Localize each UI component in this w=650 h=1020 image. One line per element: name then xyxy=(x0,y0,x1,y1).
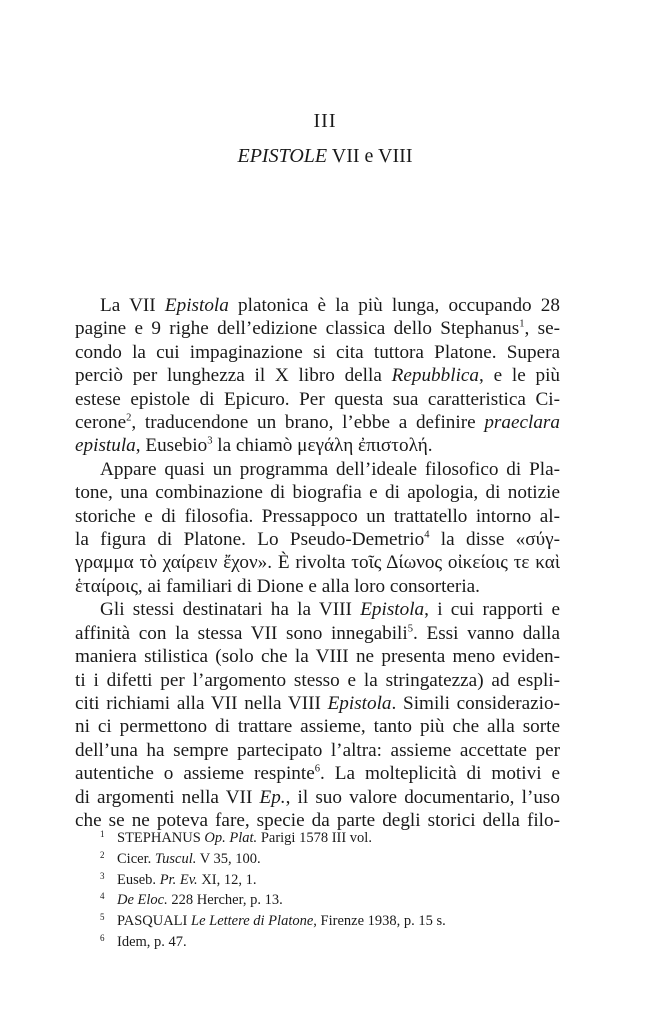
italic-text: Epistola xyxy=(164,295,229,316)
italic-text: Epistola xyxy=(327,692,392,714)
italic-text: Le Lettere di Platone xyxy=(191,913,314,930)
footnotes xyxy=(100,826,570,951)
text-run: che se ne poteva fare, specie da parte degli storici della filo- xyxy=(75,809,560,831)
italic-text: praeclara xyxy=(484,412,560,434)
footnote-ref[interactable]: 3 xyxy=(207,436,213,448)
footnote-number: 3 xyxy=(100,870,105,881)
italic-text: Repubblica xyxy=(391,365,480,387)
text-line xyxy=(75,481,560,504)
text-line xyxy=(75,434,560,457)
text-run: Appare quasi un programma dell’ideale filosofico di Pla- xyxy=(100,458,560,480)
text-run: Euseb. xyxy=(117,871,160,888)
footnote-ref[interactable]: 1 xyxy=(519,319,525,331)
text-run: . Essi vanno dalla xyxy=(413,622,560,644)
text-run: dell’una ha sempre partecipato l’altra: assieme accettate per xyxy=(75,739,560,761)
text-run: Parigi 1578 III vol. xyxy=(257,830,372,846)
text-line xyxy=(75,364,560,387)
body-text xyxy=(75,294,560,832)
text-run: , Firenze 1938, p. 15 s. xyxy=(313,913,446,930)
text-run: di argomenti nella VII xyxy=(75,786,260,808)
text-run: Cicer. xyxy=(117,850,155,867)
text-run: XI, 12, 1. xyxy=(197,871,257,888)
italic-text: epistula xyxy=(75,435,136,457)
text-run: ἑταίροις, ai familiari di Dione e alla loro consorteria. xyxy=(75,575,480,597)
text-run: estese epistole di Epicuro. Per questa sua caratteristica Ci- xyxy=(75,388,560,410)
text-line xyxy=(75,622,560,645)
text-line xyxy=(75,294,560,317)
text-run: ti i difetti per l’argomento stesso e la stringatezza) ad espli- xyxy=(75,669,560,691)
text-run: maniera stilistica (solo che la VIII ne presenta meno eviden- xyxy=(75,646,560,668)
chapter-number: III xyxy=(313,110,337,132)
text-line xyxy=(75,786,560,809)
footnote-number: 2 xyxy=(100,849,105,860)
text-run: cerone xyxy=(75,412,127,434)
footnote xyxy=(100,826,570,847)
italic-text: Epistola xyxy=(360,599,425,621)
text-run: storiche e di filosofia. Pressappoco un trattatello intorno al- xyxy=(75,505,560,527)
text-run: , il suo valore documentario, l’uso xyxy=(285,786,560,808)
text-line xyxy=(75,458,560,481)
footnote xyxy=(100,930,570,951)
footnote-number: 6 xyxy=(100,932,105,943)
chapter-title xyxy=(0,145,650,168)
footnote xyxy=(100,868,570,889)
text-line xyxy=(75,739,560,762)
text-run: , se- xyxy=(524,318,560,340)
italic-text: Ep. xyxy=(259,786,286,808)
text-run: . La molteplicità di motivi e xyxy=(320,763,560,785)
text-run: γραμμα τὸ χαίρειν ἔχον». È rivolta τοῖς Δίωνος οἰκείοις τε καὶ xyxy=(75,552,560,574)
text-run: la chiamò μεγάλη ἐπιστολή. xyxy=(212,435,433,457)
italic-text: Op. Plat. xyxy=(204,830,258,846)
text-line xyxy=(75,645,560,668)
text-run: , traducendone un brano, l’ebbe a definire xyxy=(131,412,485,434)
text-run: ni ci permettono di trattare assieme, tanto più che alla sorte xyxy=(75,716,560,738)
text-line xyxy=(75,669,560,692)
chapter-title-rest: VII e VIII xyxy=(327,145,413,167)
footnote-ref[interactable]: 4 xyxy=(424,529,430,541)
text-run: , i cui rapporti e xyxy=(424,599,560,621)
italic-text: De Eloc. xyxy=(117,892,168,909)
footnote xyxy=(100,888,570,909)
text-run: Gli stessi destinatari ha la VIII xyxy=(100,599,361,621)
text-line xyxy=(75,341,560,364)
footnote-ref[interactable]: 6 xyxy=(314,763,321,775)
text-line xyxy=(75,692,560,715)
text-run: autentiche o assieme respinte xyxy=(75,763,315,785)
text-line xyxy=(75,411,560,434)
text-run: Idem, p. 47. xyxy=(117,933,187,950)
text-line xyxy=(75,528,560,551)
text-run: condo la cui impaginazione si cita tuttora Platone. Supera xyxy=(75,341,560,363)
footnote-number: 5 xyxy=(100,912,105,923)
text-line xyxy=(75,715,560,738)
italic-text: Tuscul. xyxy=(154,850,197,867)
text-run: V 35, 100. xyxy=(196,850,261,867)
text-run: STEPHANUS xyxy=(117,830,205,846)
text-line xyxy=(75,598,560,621)
footnote-ref[interactable]: 5 xyxy=(407,623,413,635)
text-run: 228 Hercher, p. 13. xyxy=(167,892,283,909)
text-run: la figura di Platone. Lo Pseudo-Demetrio xyxy=(75,529,425,551)
text-run: , e le più xyxy=(479,365,560,387)
text-line xyxy=(75,762,560,785)
text-run: platonica è la più lunga, occupando 28 xyxy=(228,295,560,316)
text-run: perciò per lunghezza il X libro della xyxy=(75,365,392,387)
footnote xyxy=(100,909,570,930)
text-line xyxy=(75,575,560,598)
text-run: pagine e 9 righe dell’edizione classica dello Stephanus xyxy=(75,318,520,340)
text-run: La VII xyxy=(100,295,165,316)
footnote-number: 1 xyxy=(100,829,105,839)
footnote xyxy=(100,847,570,868)
text-run: citi richiami alla VII nella VIII xyxy=(75,692,328,714)
text-run: , Eusebio xyxy=(135,435,208,457)
text-line xyxy=(75,317,560,340)
footnote-number: 4 xyxy=(100,891,105,902)
text-run: la disse «σύγ- xyxy=(429,529,560,551)
text-run: . Simili considerazio- xyxy=(391,692,560,714)
text-line xyxy=(75,551,560,574)
text-line xyxy=(75,388,560,411)
footnote-ref[interactable]: 2 xyxy=(126,412,132,424)
text-run: PASQUALI xyxy=(117,913,191,930)
text-run: affinità con la stessa VII sono innegabili xyxy=(75,622,408,644)
text-run: tone, una combinazione di biografia e di apologia, di notizie xyxy=(75,482,560,504)
chapter-title-italic: EPISTOLE xyxy=(237,145,328,167)
italic-text: Pr. Ev. xyxy=(159,871,198,888)
text-line xyxy=(75,505,560,528)
